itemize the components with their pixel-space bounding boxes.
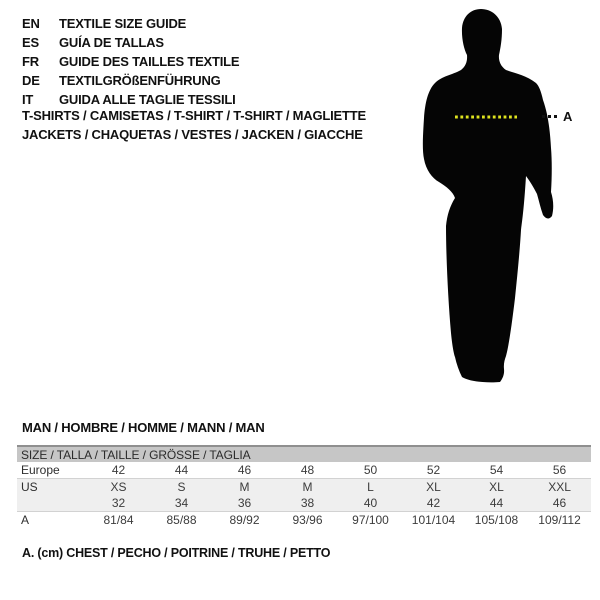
size-cell: XL (426, 480, 441, 494)
size-cell: 46 (552, 496, 567, 510)
size-cell: 56 (552, 463, 567, 477)
language-title: TEXTILE SIZE GUIDE (59, 16, 187, 31)
language-row (22, 71, 239, 90)
man-silhouette-svg (422, 8, 562, 393)
language-code: IT (22, 92, 34, 107)
size-cell: 97/100 (352, 513, 389, 527)
size-cell: 44 (489, 496, 504, 510)
size-row-label (17, 495, 87, 512)
language-code: EN (22, 16, 40, 31)
size-table-header: SIZE / TALLA / TAILLE / GRÖSSE / TAGLIA (17, 446, 591, 462)
size-cell: 105/108 (474, 513, 519, 527)
size-cell: XXL (548, 480, 571, 494)
size-table (17, 445, 591, 528)
language-title: GUIDA ALLE TAGLIE TESSILI (59, 92, 236, 107)
size-cell: 40 (363, 496, 378, 510)
size-cell: 50 (363, 463, 378, 477)
size-cell: 85/88 (166, 513, 197, 527)
size-table-wrap (17, 445, 591, 528)
size-cell: 101/104 (411, 513, 456, 527)
category-list (22, 106, 366, 144)
size-cell: 81/84 (103, 513, 134, 527)
language-row (22, 14, 239, 33)
size-cell: 38 (300, 496, 315, 510)
measure-leader-dashes (542, 115, 560, 118)
size-cell: M (239, 480, 250, 494)
size-cell: 54 (489, 463, 504, 477)
size-table-row (17, 495, 591, 512)
measurement-footnote: A. (cm) CHEST / PECHO / POITRINE / TRUHE / PETTO (22, 546, 331, 560)
language-list (22, 14, 239, 109)
size-cell: 44 (174, 463, 189, 477)
category-line: JACKETS / CHAQUETAS / VESTES / JACKEN / GIACCHE (22, 127, 363, 142)
man-silhouette-shape (423, 9, 553, 382)
size-table-row (17, 479, 591, 496)
size-cell: XS (110, 480, 127, 494)
size-cell: XL (489, 480, 504, 494)
language-row (22, 52, 239, 71)
size-cell: 93/96 (292, 513, 323, 527)
language-title: GUIDE DES TAILLES TEXTILE (59, 54, 240, 69)
size-table-row (17, 512, 591, 529)
man-silhouette (422, 8, 562, 393)
size-cell: 48 (300, 463, 315, 477)
size-cell: 42 (426, 496, 441, 510)
category-line: T-SHIRTS / CAMISETAS / T-SHIRT / T-SHIRT / MAGLIETTE (22, 108, 366, 123)
size-cell: 42 (111, 463, 126, 477)
language-code: ES (22, 35, 39, 50)
size-cell: 109/112 (538, 513, 581, 527)
size-row-label: Europe (21, 463, 60, 477)
language-title: TEXTILGRÖßENFÜHRUNG (59, 73, 221, 88)
language-code: FR (22, 54, 39, 69)
size-cell: 52 (426, 463, 441, 477)
size-cell: 89/92 (229, 513, 260, 527)
size-cell: 32 (111, 496, 126, 510)
language-title: GUÍA DE TALLAS (59, 35, 164, 50)
size-cell: M (302, 480, 313, 494)
language-row (22, 33, 239, 52)
size-row-label: US (21, 480, 38, 494)
language-code: DE (22, 73, 40, 88)
section-title-man: MAN / HOMBRE / HOMME / MANN / MAN (22, 420, 265, 435)
size-table-header-row (17, 446, 591, 462)
size-cell: 34 (174, 496, 189, 510)
size-cell: 46 (237, 463, 252, 477)
size-cell: L (367, 480, 374, 494)
measure-label-a: A (563, 109, 573, 124)
size-cell: S (177, 480, 186, 494)
size-cell: 36 (237, 496, 252, 510)
size-table-row (17, 462, 591, 479)
size-row-label: A (21, 513, 30, 527)
